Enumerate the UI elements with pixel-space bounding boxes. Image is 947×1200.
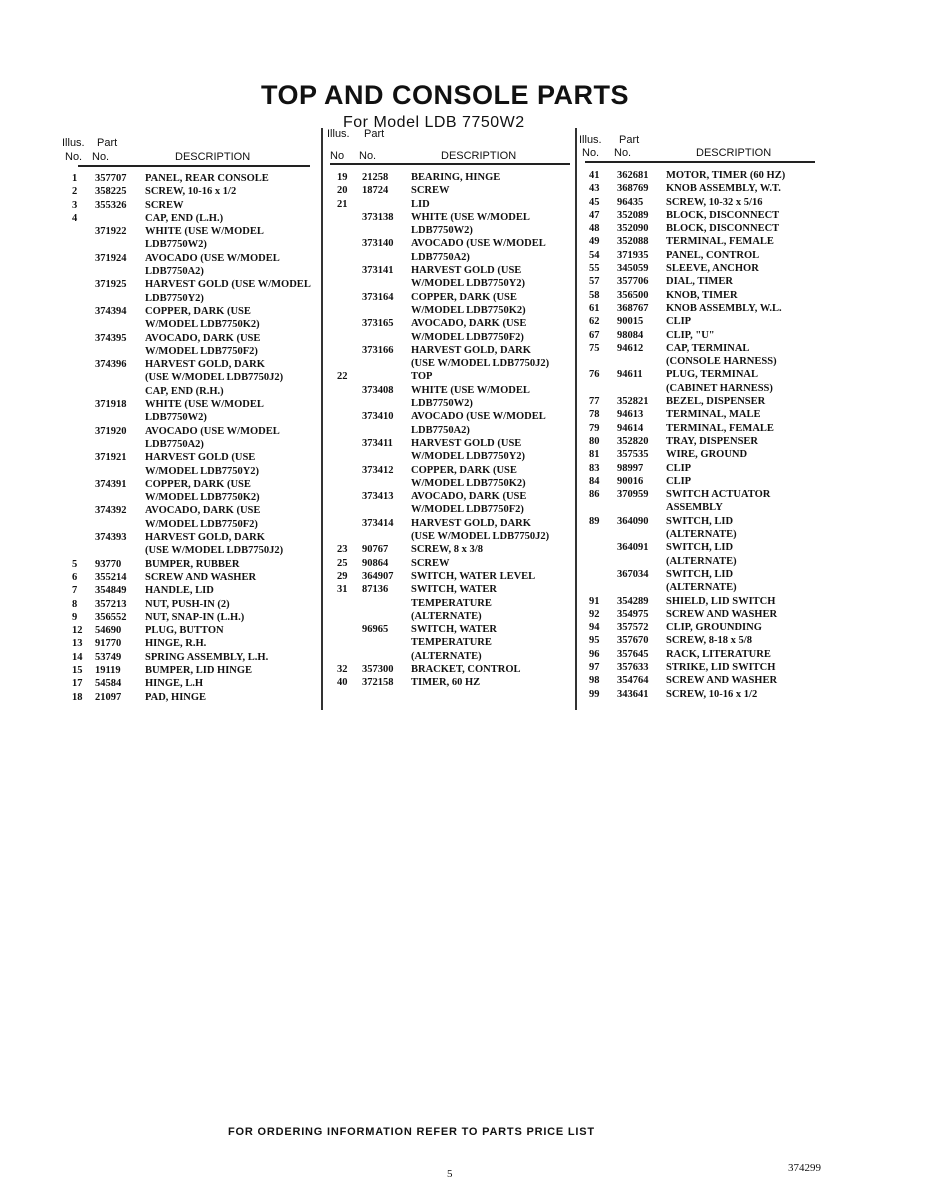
part-description: AVOCADO, DARK (USE	[411, 491, 527, 503]
part-description: COPPER, DARK (USE	[411, 464, 517, 476]
part-number: 373414	[362, 517, 394, 529]
part-number: 54690	[95, 625, 122, 637]
illus-number: 43	[589, 183, 600, 195]
header-illus-no: No	[330, 150, 345, 162]
illus-number: 23	[337, 544, 348, 556]
part-description: COPPER, DARK (USE	[411, 291, 517, 303]
part-number: 373166	[362, 344, 394, 356]
part-number: 357633	[617, 661, 649, 673]
part-description: HARVEST GOLD (USE	[411, 265, 522, 277]
part-description: W/MODEL LDB7750Y2)	[411, 278, 526, 290]
part-description: SWITCH, LID	[666, 515, 734, 527]
illus-number: 78	[589, 409, 600, 421]
part-number: 373140	[362, 238, 394, 250]
part-number: 94612	[617, 342, 644, 354]
part-number: 355326	[95, 199, 127, 211]
illus-number: 18	[72, 691, 83, 703]
illus-number: 40	[337, 677, 348, 689]
part-description: TERMINAL, FEMALE	[666, 236, 774, 248]
part-number: 371921	[95, 452, 127, 464]
part-description: HINGE, L.H	[145, 678, 204, 690]
part-description: SCREW, 10-16 x 1/2	[666, 688, 758, 700]
part-description: BUMPER, LID HINGE	[145, 664, 253, 676]
part-description: TERMINAL, MALE	[666, 409, 761, 421]
header-rule	[330, 163, 570, 165]
part-description: CAP, END (L.H.)	[145, 212, 224, 224]
illus-number: 13	[72, 638, 83, 650]
part-number: 345059	[617, 263, 649, 275]
part-description: CLIP, GROUNDING	[666, 622, 762, 634]
part-description: W/MODEL LDB7750K2)	[411, 477, 526, 489]
part-description: (ALTERNATE)	[411, 650, 482, 662]
header-part-no: No.	[614, 147, 632, 159]
part-number: 373410	[362, 411, 394, 423]
part-number: 373138	[362, 211, 394, 223]
part-description: (USE W/MODEL LDB7750J2)	[145, 372, 284, 384]
part-number: 374393	[95, 532, 127, 544]
part-number: 368769	[617, 183, 649, 195]
part-description: W/MODEL LDB7750F2)	[411, 331, 524, 343]
illus-number: 79	[589, 422, 600, 434]
part-description: W/MODEL LDB7750F2)	[145, 345, 258, 357]
part-description: ASSEMBLY	[666, 502, 723, 514]
header-part: Part	[97, 137, 118, 149]
illus-number: 29	[337, 570, 348, 582]
part-number: 98997	[617, 462, 644, 474]
illus-number: 6	[72, 571, 78, 583]
part-number: 354975	[617, 608, 649, 620]
header-part-no: No.	[359, 150, 377, 162]
part-description: TOP	[411, 371, 433, 383]
part-description: AVOCADO (USE W/MODEL	[145, 252, 280, 264]
part-description: PLUG, TERMINAL	[666, 369, 758, 381]
part-description: MOTOR, TIMER (60 HZ)	[666, 170, 786, 181]
part-description: PLUG, BUTTON	[145, 625, 224, 637]
part-description: HARVEST GOLD (USE	[411, 437, 522, 449]
illus-number: 1	[72, 173, 78, 184]
header-part: Part	[619, 134, 640, 146]
part-number: 87136	[362, 584, 389, 596]
part-description: WHITE (USE W/MODEL	[411, 211, 530, 223]
illus-number: 67	[589, 329, 600, 341]
part-description: W/MODEL LDB7750Y2)	[145, 465, 260, 477]
header-illus-no: No.	[582, 147, 600, 159]
page-title: TOP AND CONSOLE PARTS	[260, 80, 630, 110]
part-description: BEARING, HINGE	[411, 172, 501, 183]
part-description: AVOCADO, DARK (USE	[145, 332, 261, 344]
part-description: SCREW, 10-32 x 5/16	[666, 196, 763, 208]
part-description: LDB7750W2)	[411, 398, 473, 410]
part-description: W/MODEL LDB7750K2)	[145, 492, 260, 504]
part-description: SCREW, 10-16 x 1/2	[145, 186, 237, 198]
illus-number: 84	[589, 475, 600, 487]
part-description: SLEEVE, ANCHOR	[666, 263, 759, 275]
illus-number: 12	[72, 625, 83, 637]
header-description: DESCRIPTION	[696, 147, 772, 159]
part-description: TRAY, DISPENSER	[666, 435, 759, 447]
part-description: LDB7750Y2)	[145, 292, 204, 304]
part-description: HARVEST GOLD, DARK	[145, 359, 265, 371]
part-number: 370959	[617, 489, 649, 501]
illus-number: 20	[337, 185, 348, 197]
part-description: (CABINET HARNESS)	[666, 382, 773, 394]
part-description: (USE W/MODEL LDB7750J2)	[411, 531, 550, 543]
part-description: WHITE (USE W/MODEL	[145, 399, 264, 411]
header-illus-no: No.	[65, 151, 83, 163]
part-description: SCREW	[411, 185, 450, 197]
part-number: 368767	[617, 302, 649, 314]
part-number: 90015	[617, 316, 644, 328]
part-number: 90767	[362, 544, 389, 556]
part-number: 371935	[617, 249, 649, 261]
illus-number: 55	[589, 263, 600, 275]
illus-number: 49	[589, 236, 600, 248]
part-description: SWITCH, WATER	[411, 624, 497, 636]
part-description: AVOCADO (USE W/MODEL	[411, 238, 546, 250]
part-description: NUT, SNAP-IN (L.H.)	[145, 611, 245, 623]
part-number: 90016	[617, 475, 644, 487]
part-number: 53749	[95, 651, 122, 663]
part-number: 373141	[362, 265, 394, 277]
part-description: LDB7750A2)	[145, 438, 204, 450]
part-number: 90864	[362, 557, 389, 569]
part-description: (CONSOLE HARNESS)	[666, 356, 777, 368]
part-number: 371924	[95, 252, 127, 264]
part-description: (ALTERNATE)	[666, 555, 737, 567]
part-description: CLIP	[666, 462, 692, 474]
illus-number: 86	[589, 489, 600, 501]
part-description: HANDLE, LID	[145, 585, 214, 597]
illus-number: 21	[337, 198, 348, 210]
part-number: 373165	[362, 318, 394, 330]
illus-number: 8	[72, 598, 78, 610]
part-description: W/MODEL LDB7750F2)	[411, 504, 524, 516]
illus-number: 54	[589, 249, 600, 261]
part-description: CAP, TERMINAL	[666, 342, 750, 354]
part-number: 96965	[362, 624, 389, 636]
part-description: (ALTERNATE)	[666, 529, 737, 541]
part-number: 21258	[362, 172, 389, 183]
header-part-no: No.	[92, 151, 110, 163]
illus-number: 2	[72, 186, 78, 198]
part-number: 373412	[362, 464, 394, 476]
illus-number: 31	[337, 584, 348, 596]
illus-number: 98	[589, 675, 600, 687]
header-part: Part	[364, 128, 385, 140]
illus-number: 45	[589, 196, 600, 208]
part-number: 371925	[95, 279, 127, 291]
part-description: WHITE (USE W/MODEL	[145, 226, 264, 238]
illus-number: 75	[589, 342, 600, 354]
part-number: 352088	[617, 236, 649, 248]
header-illus: Illus.	[62, 137, 85, 149]
part-description: COPPER, DARK (USE	[145, 478, 251, 490]
part-description: (USE W/MODEL LDB7750J2)	[411, 358, 550, 370]
part-number: 374396	[95, 359, 127, 371]
part-number: 373413	[362, 491, 394, 503]
header-illus: Illus.	[579, 134, 602, 146]
part-number: 93770	[95, 558, 122, 570]
part-description: SCREW, 8 x 3/8	[411, 544, 483, 556]
part-description: BLOCK, DISCONNECT	[666, 209, 780, 221]
part-description: TERMINAL, FEMALE	[666, 422, 774, 434]
part-description: SHIELD, LID SWITCH	[666, 595, 776, 607]
illus-number: 58	[589, 289, 600, 301]
part-row	[0, 688, 758, 701]
part-number: 352089	[617, 209, 649, 221]
illus-number: 99	[589, 688, 600, 700]
part-description: BUMPER, RUBBER	[145, 558, 240, 570]
part-number: 354764	[617, 675, 649, 687]
illus-number: 41	[589, 170, 600, 181]
document-number: 374299	[788, 1162, 821, 1174]
part-description: PAD, HINGE	[145, 691, 207, 703]
illus-number: 94	[589, 622, 600, 634]
part-number: 364091	[617, 542, 649, 554]
illus-number: 81	[589, 449, 600, 461]
part-number: 372158	[362, 677, 394, 689]
model-subtitle: For Model LDB 7750W2	[343, 114, 525, 131]
illus-number: 92	[589, 608, 600, 620]
header-illus: Illus.	[327, 128, 350, 140]
part-description: HARVEST GOLD, DARK	[145, 532, 265, 544]
illus-number: 80	[589, 435, 600, 447]
part-description: TIMER, 60 HZ	[411, 677, 481, 689]
illus-number: 97	[589, 661, 600, 673]
part-description: (ALTERNATE)	[666, 582, 737, 594]
part-number: 371918	[95, 399, 127, 411]
part-description: LDB7750W2)	[145, 239, 207, 251]
illus-number: 15	[72, 664, 83, 676]
part-description: SPRING ASSEMBLY, L.H.	[145, 651, 269, 663]
illus-number: 61	[589, 302, 600, 314]
part-number: 91770	[95, 638, 122, 650]
part-description: SWITCH, LID	[666, 542, 734, 554]
part-description: PANEL, REAR CONSOLE	[145, 173, 269, 184]
part-description: W/MODEL LDB7750Y2)	[411, 451, 526, 463]
part-description: HARVEST GOLD (USE	[145, 452, 256, 464]
part-number: 94613	[617, 409, 644, 421]
part-description: KNOB, TIMER	[666, 289, 738, 301]
part-number: 96435	[617, 196, 644, 208]
illus-number: 32	[337, 663, 348, 675]
illus-number: 7	[72, 585, 78, 597]
part-description: CLIP	[666, 475, 692, 487]
illus-number: 14	[72, 651, 83, 663]
part-number: 352090	[617, 223, 649, 235]
part-number: 357670	[617, 635, 649, 647]
part-description: DIAL, TIMER	[666, 276, 733, 288]
illus-number: 9	[72, 611, 78, 623]
part-number: 98084	[617, 329, 644, 341]
part-description: SCREW AND WASHER	[666, 608, 778, 620]
part-description: LID	[411, 198, 430, 210]
illus-number: 48	[589, 223, 600, 235]
part-description: BLOCK, DISCONNECT	[666, 223, 780, 235]
part-description: HARVEST GOLD (USE W/MODEL	[145, 279, 311, 291]
part-number: 356500	[617, 289, 649, 301]
illus-number: 83	[589, 462, 600, 474]
part-number: 54584	[95, 678, 122, 690]
illus-number: 77	[589, 396, 600, 408]
part-description: HINGE, R.H.	[145, 638, 207, 650]
part-description: TEMPERATURE	[411, 597, 492, 609]
illus-number: 62	[589, 316, 600, 328]
part-description: CAP, END (R.H.)	[145, 385, 224, 397]
part-description: W/MODEL LDB7750K2)	[411, 304, 526, 316]
part-number: 94614	[617, 422, 644, 434]
illus-number: 19	[337, 172, 348, 183]
part-number: 94611	[617, 369, 643, 381]
illus-number: 95	[589, 635, 600, 647]
part-number: 371922	[95, 226, 127, 238]
page-number: 5	[447, 1168, 453, 1180]
part-number: 374392	[95, 505, 127, 517]
part-description: AVOCADO, DARK (USE	[411, 318, 527, 330]
part-description: SCREW AND WASHER	[666, 675, 778, 687]
part-description: SWITCH ACTUATOR	[666, 489, 771, 501]
part-description: HARVEST GOLD, DARK	[411, 344, 531, 356]
part-description: KNOB ASSEMBLY, W.T.	[666, 183, 781, 195]
part-number: 18724	[362, 185, 389, 197]
part-number: 357300	[362, 663, 394, 675]
part-description: SCREW	[411, 557, 450, 569]
part-number: 364090	[617, 515, 649, 527]
part-number: 364907	[362, 570, 394, 582]
ordering-note: FOR ORDERING INFORMATION REFER TO PARTS PRICE LIST	[228, 1126, 595, 1138]
part-description: AVOCADO, DARK (USE	[145, 505, 261, 517]
part-description: LDB7750A2)	[411, 251, 470, 263]
illus-number: 3	[72, 199, 78, 211]
illus-number: 91	[589, 595, 600, 607]
part-description: SCREW, 8-18 x 5/8	[666, 635, 752, 647]
part-description: PANEL, CONTROL	[666, 249, 760, 261]
part-description: (ALTERNATE)	[411, 610, 482, 622]
part-number: 357706	[617, 276, 649, 288]
part-description: NUT, PUSH-IN (2)	[145, 598, 230, 610]
part-description: LDB7750W2)	[411, 225, 473, 237]
illus-number: 17	[72, 678, 83, 690]
part-number: 371920	[95, 425, 127, 437]
part-number: 373411	[362, 437, 393, 449]
illus-number: 76	[589, 369, 600, 381]
part-number: 357707	[95, 173, 127, 184]
part-description: HARVEST GOLD, DARK	[411, 517, 531, 529]
part-number: 357213	[95, 598, 127, 610]
illus-number: 5	[72, 558, 78, 570]
part-number: 357645	[617, 648, 649, 660]
part-description: W/MODEL LDB7750K2)	[145, 319, 260, 331]
part-number: 362681	[617, 170, 649, 181]
part-description: AVOCADO (USE W/MODEL	[145, 425, 280, 437]
part-number: 354849	[95, 585, 127, 597]
illus-number: 89	[589, 515, 600, 527]
part-description: LDB7750A2)	[411, 424, 470, 436]
part-number: 367034	[617, 568, 649, 580]
illus-number: 47	[589, 209, 600, 221]
part-description: SCREW	[145, 199, 184, 211]
part-number: 374395	[95, 332, 127, 344]
illus-number: 22	[337, 371, 348, 383]
part-description: SCREW AND WASHER	[145, 571, 257, 583]
part-description: STRIKE, LID SWITCH	[666, 661, 776, 673]
part-description: RACK, LITERATURE	[666, 648, 771, 660]
header-rule	[585, 161, 815, 163]
part-description: WIRE, GROUND	[666, 449, 748, 461]
part-number: 374394	[95, 305, 127, 317]
header-rule	[78, 165, 310, 167]
part-description: SWITCH, WATER LEVEL	[411, 570, 536, 582]
part-description: SWITCH, WATER	[411, 584, 497, 596]
part-description: W/MODEL LDB7750F2)	[145, 518, 258, 530]
part-description: BRACKET, CONTROL	[411, 663, 521, 675]
part-number: 373408	[362, 384, 394, 396]
illus-number: 57	[589, 276, 600, 288]
header-description: DESCRIPTION	[441, 150, 517, 162]
part-number: 357535	[617, 449, 649, 461]
part-description: WHITE (USE W/MODEL	[411, 384, 530, 396]
part-description: KNOB ASSEMBLY, W.L.	[666, 302, 782, 314]
part-number: 352821	[617, 396, 649, 408]
part-number: 343641	[617, 688, 649, 700]
part-description: COPPER, DARK (USE	[145, 305, 251, 317]
column-divider	[575, 128, 577, 710]
part-number: 356552	[95, 611, 127, 623]
illus-number: 4	[72, 212, 78, 224]
part-number: 373164	[362, 291, 394, 303]
part-number: 19119	[95, 664, 121, 676]
part-description: BEZEL, DISPENSER	[666, 396, 766, 408]
part-description: LDB7750W2)	[145, 412, 207, 424]
part-number: 357572	[617, 622, 649, 634]
part-number: 354289	[617, 595, 649, 607]
illus-number: 96	[589, 648, 600, 660]
part-number: 21097	[95, 691, 122, 703]
part-description: LDB7750A2)	[145, 266, 204, 278]
part-description: TEMPERATURE	[411, 637, 492, 649]
part-number: 374391	[95, 478, 127, 490]
header-description: DESCRIPTION	[175, 151, 251, 163]
part-number: 352820	[617, 435, 649, 447]
part-description: CLIP, "U"	[666, 329, 715, 341]
illus-number: 25	[337, 557, 348, 569]
part-description: SWITCH, LID	[666, 568, 734, 580]
part-description: CLIP	[666, 316, 692, 328]
part-number: 358225	[95, 186, 127, 198]
part-number: 355214	[95, 571, 127, 583]
part-description: AVOCADO (USE W/MODEL	[411, 411, 546, 423]
part-description: (USE W/MODEL LDB7750J2)	[145, 545, 284, 557]
